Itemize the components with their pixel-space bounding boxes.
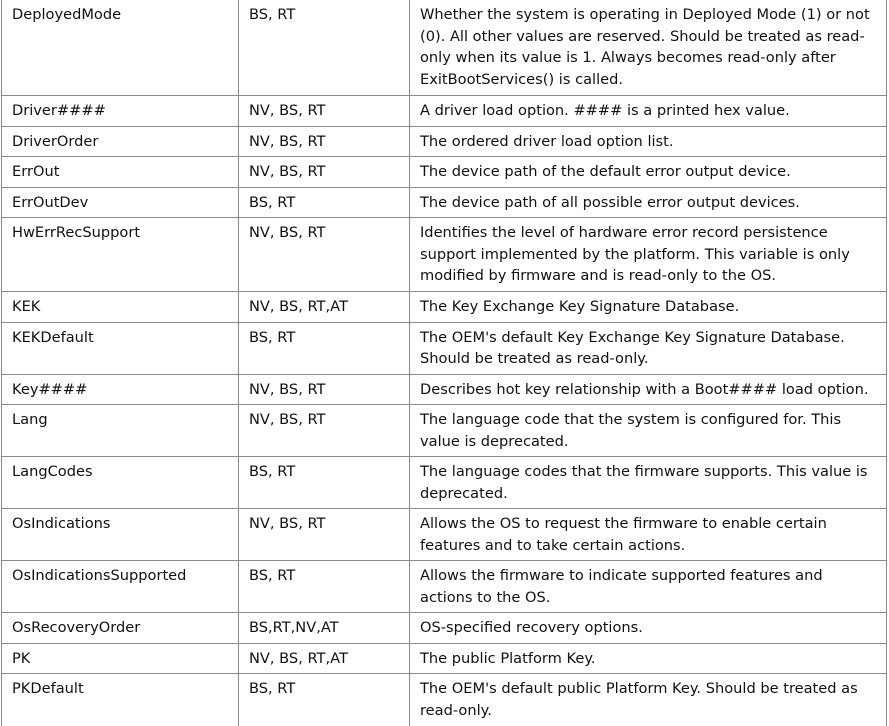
- attributes-cell: BS, RT: [239, 674, 410, 726]
- description-cell: Identifies the level of hardware error record persistence support implemented by the platform. This variable is only modified by firmware and is read-only to the OS.: [410, 218, 887, 292]
- table-row: [2, 322, 887, 374]
- attributes-cell: BS, RT: [239, 561, 410, 613]
- variable-name-cell: ErrOut: [2, 157, 239, 188]
- table-row: [2, 674, 887, 726]
- variable-name-cell: KEK: [2, 292, 239, 323]
- variable-name-cell: PK: [2, 643, 239, 674]
- description-cell: Allows the OS to request the firmware to enable certain features and to take certain actions.: [410, 509, 887, 561]
- attributes-cell: NV, BS, RT: [239, 126, 410, 157]
- variable-name-cell: HwErrRecSupport: [2, 218, 239, 292]
- table-row: [2, 96, 887, 127]
- table-row: [2, 405, 887, 457]
- attributes-cell: NV, BS, RT: [239, 218, 410, 292]
- attributes-cell: BS, RT: [239, 0, 410, 96]
- variable-name-cell: Driver####: [2, 96, 239, 127]
- variable-name-cell: LangCodes: [2, 457, 239, 509]
- variable-name-cell: OsIndicationsSupported: [2, 561, 239, 613]
- attributes-cell: BS,RT,NV,AT: [239, 613, 410, 644]
- variable-name-cell: PKDefault: [2, 674, 239, 726]
- description-cell: The OEM's default Key Exchange Key Signature Database. Should be treated as read-only.: [410, 322, 887, 374]
- description-cell: Allows the firmware to indicate supported features and actions to the OS.: [410, 561, 887, 613]
- variable-name-cell: OsRecoveryOrder: [2, 613, 239, 644]
- table-row: [2, 187, 887, 218]
- table-row: [2, 457, 887, 509]
- attributes-cell: BS, RT: [239, 322, 410, 374]
- table-row: [2, 292, 887, 323]
- variable-name-cell: ErrOutDev: [2, 187, 239, 218]
- attributes-cell: NV, BS, RT: [239, 405, 410, 457]
- description-cell: The language codes that the firmware supports. This value is deprecated.: [410, 457, 887, 509]
- table-row: [2, 157, 887, 188]
- table-row: [2, 643, 887, 674]
- attributes-cell: BS, RT: [239, 187, 410, 218]
- variable-name-cell: Lang: [2, 405, 239, 457]
- description-cell: The Key Exchange Key Signature Database.: [410, 292, 887, 323]
- table-row: [2, 374, 887, 405]
- description-cell: The device path of the default error output device.: [410, 157, 887, 188]
- table-row: [2, 126, 887, 157]
- description-cell: Describes hot key relationship with a Boot#### load option.: [410, 374, 887, 405]
- variable-name-cell: DeployedMode: [2, 0, 239, 96]
- variables-table-body: [2, 0, 887, 726]
- table-row: [2, 561, 887, 613]
- variable-name-cell: OsIndications: [2, 509, 239, 561]
- attributes-cell: NV, BS, RT,AT: [239, 643, 410, 674]
- table-row: [2, 613, 887, 644]
- description-cell: Whether the system is operating in Deployed Mode (1) or not (0). All other values are reserved. Should be treated as read-only when its value is 1. Always becomes read-only after ExitBootServices() is called.: [410, 0, 887, 96]
- description-cell: The OEM's default public Platform Key. Should be treated as read-only.: [410, 674, 887, 726]
- description-cell: OS-specified recovery options.: [410, 613, 887, 644]
- attributes-cell: NV, BS, RT: [239, 157, 410, 188]
- variable-name-cell: DriverOrder: [2, 126, 239, 157]
- attributes-cell: NV, BS, RT: [239, 509, 410, 561]
- table-row: [2, 509, 887, 561]
- attributes-cell: NV, BS, RT: [239, 96, 410, 127]
- variable-name-cell: Key####: [2, 374, 239, 405]
- description-cell: A driver load option. #### is a printed hex value.: [410, 96, 887, 127]
- table-row: [2, 218, 887, 292]
- variables-table: [1, 0, 887, 726]
- table-row: [2, 0, 887, 96]
- attributes-cell: NV, BS, RT: [239, 374, 410, 405]
- description-cell: The language code that the system is configured for. This value is deprecated.: [410, 405, 887, 457]
- variable-name-cell: KEKDefault: [2, 322, 239, 374]
- attributes-cell: BS, RT: [239, 457, 410, 509]
- description-cell: The ordered driver load option list.: [410, 126, 887, 157]
- description-cell: The public Platform Key.: [410, 643, 887, 674]
- attributes-cell: NV, BS, RT,AT: [239, 292, 410, 323]
- description-cell: The device path of all possible error output devices.: [410, 187, 887, 218]
